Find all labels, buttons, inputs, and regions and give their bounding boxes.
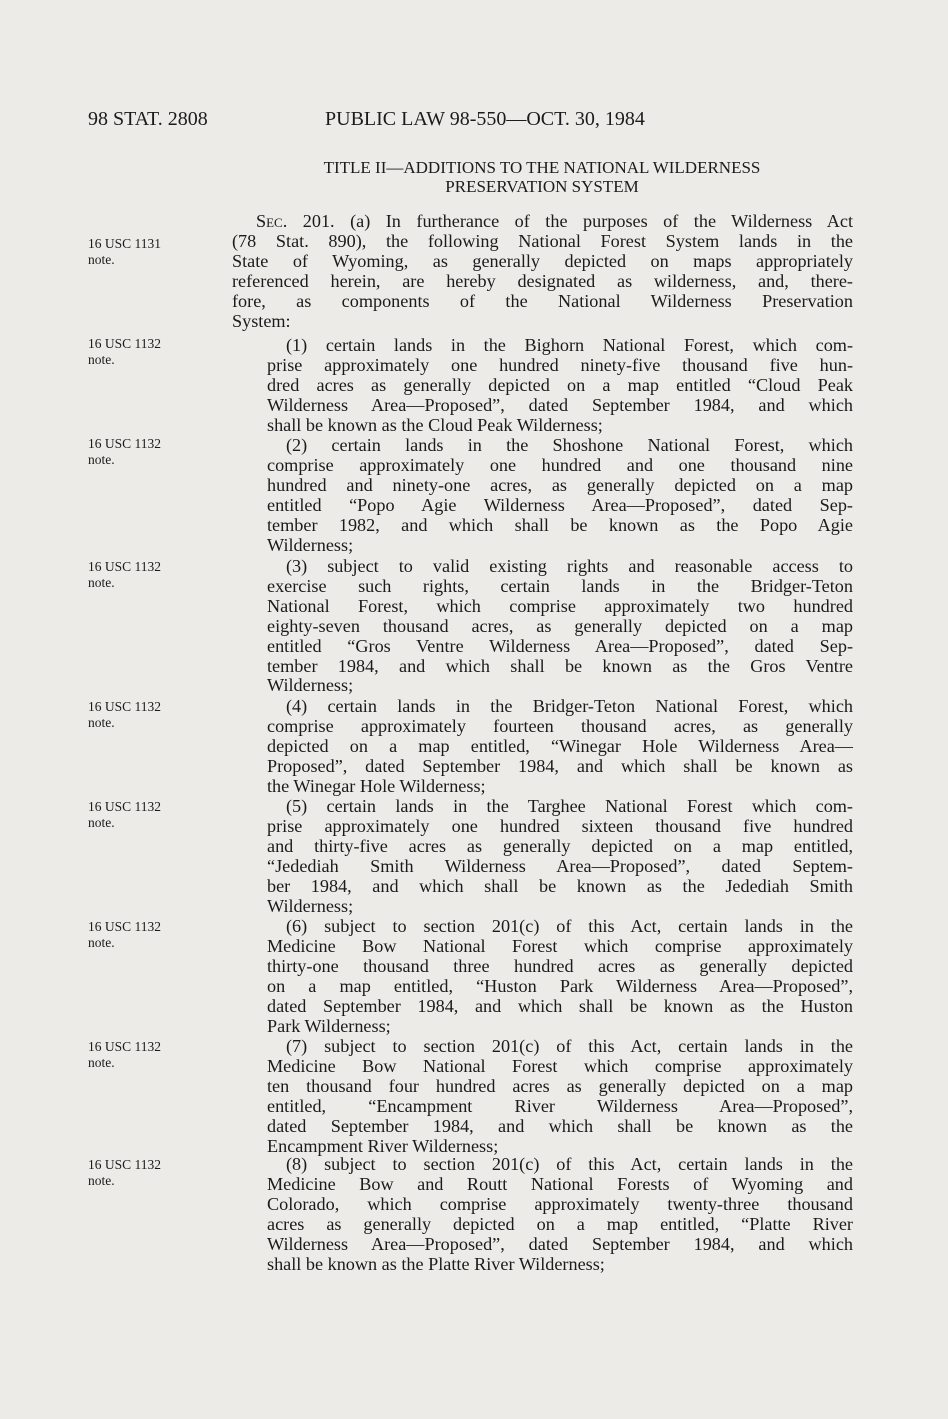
paragraph-7 xyxy=(267,1037,853,1156)
margin-note xyxy=(88,919,188,951)
text-line: “Jedediah Smith Wilderness Area—Proposed”, dated Septem- xyxy=(267,855,853,876)
paragraph-3 xyxy=(267,557,853,696)
text-line: (1) certain lands in the Bighorn National Forest, which com- xyxy=(286,335,853,355)
text-line: shall be known as the Platte River Wilderness; xyxy=(267,1253,605,1274)
note-suffix: note. xyxy=(88,935,115,950)
text-line: ber 1984, and which shall be known as the Jedediah Smith xyxy=(267,875,853,896)
text-line: Wilderness; xyxy=(267,534,354,555)
note-suffix: note. xyxy=(88,352,115,367)
note-cite: 16 USC 1132 xyxy=(88,799,162,814)
note-cite: 16 USC 1132 xyxy=(88,336,162,351)
text-line: Proposed”, dated September 1984, and which shall be known as xyxy=(267,755,853,776)
text-line: hundred and ninety-one acres, as generally depicted on a map xyxy=(267,474,853,495)
text-line: comprise approximately one hundred and one thousand nine xyxy=(267,454,853,475)
margin-note xyxy=(88,1039,188,1071)
note-suffix: note. xyxy=(88,715,115,730)
text-line: the Winegar Hole Wilderness; xyxy=(267,775,486,796)
margin-note xyxy=(88,236,188,268)
note-suffix: note. xyxy=(88,575,115,590)
text-line: Medicine Bow and Routt National Forests of Wyoming and xyxy=(267,1173,853,1194)
text-line: (7) subject to section 201(c) of this Act, certain lands in the xyxy=(286,1036,853,1056)
text-line: dred acres as generally depicted on a map entitled “Cloud Peak xyxy=(267,374,853,395)
text-line: comprise approximately fourteen thousand acres, as generally xyxy=(267,715,853,736)
text-line: prise approximately one hundred ninety-five thousand five hun- xyxy=(267,354,853,375)
note-suffix: note. xyxy=(88,815,115,830)
text-line: fore, as components of the National Wilderness Preservation xyxy=(232,290,853,311)
margin-note xyxy=(88,1157,188,1189)
text-line: Medicine Bow National Forest which comprise approximately xyxy=(267,1055,853,1076)
text-line: System: xyxy=(232,310,291,331)
note-cite: 16 USC 1132 xyxy=(88,559,162,574)
text-line: Colorado, which comprise approximately twenty-three thousand xyxy=(267,1193,853,1214)
title-heading xyxy=(232,158,852,196)
text-line: on a map entitled, “Huston Park Wilderness Area—Proposed”, xyxy=(267,975,853,996)
text-line: State of Wyoming, as generally depicted on maps appropriately xyxy=(232,250,853,271)
text-line: (2) certain lands in the Shoshone National Forest, which xyxy=(286,435,853,455)
line-text: 201. (a) In furtherance of the purposes of the Wilderness Act xyxy=(287,211,853,231)
text-line: Medicine Bow National Forest which comprise approximately xyxy=(267,935,853,956)
text-line: and thirty-five acres as generally depicted on a map entitled, xyxy=(267,835,853,856)
text-line: National Forest, which comprise approximately two hundred xyxy=(267,595,853,616)
text-line: (4) certain lands in the Bridger-Teton National Forest, which xyxy=(286,696,853,716)
paragraph-6 xyxy=(267,917,853,1036)
text-line: shall be known as the Cloud Peak Wilderness; xyxy=(267,414,603,435)
page-header xyxy=(88,108,853,138)
text-line: referenced herein, are hereby designated as wilderness, and, there- xyxy=(232,270,853,291)
text-line: dated September 1984, and which shall be known as the xyxy=(267,1115,853,1136)
text-line: tember 1984, and which shall be known as the Gros Ventre xyxy=(267,655,853,676)
text-line: eighty-seven thousand acres, as generally depicted on a map xyxy=(267,615,853,636)
text-line: Wilderness; xyxy=(267,675,354,696)
note-cite: 16 USC 1132 xyxy=(88,1157,162,1172)
margin-note xyxy=(88,436,188,468)
note-cite: 16 USC 1132 xyxy=(88,699,162,714)
text-line: (78 Stat. 890), the following National Forest System lands in the xyxy=(232,230,853,251)
margin-note xyxy=(88,336,188,368)
title-line: TITLE II—ADDITIONS TO THE NATIONAL WILDERNESS xyxy=(323,158,761,177)
paragraph-8 xyxy=(267,1155,853,1274)
text-line: depicted on a map entitled, “Winegar Hole Wilderness Area— xyxy=(267,735,853,756)
public-law-heading: PUBLIC LAW 98-550—OCT. 30, 1984 xyxy=(325,108,645,130)
text-line: (8) subject to section 201(c) of this Act, certain lands in the xyxy=(286,1154,853,1174)
title-line: PRESERVATION SYSTEM xyxy=(445,177,639,196)
margin-note xyxy=(88,699,188,731)
note-suffix: note. xyxy=(88,1055,115,1070)
text-line: Wilderness Area—Proposed”, dated September 1984, and which xyxy=(267,394,853,415)
sec-label: Sec. xyxy=(256,211,288,231)
text-line: Wilderness Area—Proposed”, dated September 1984, and which xyxy=(267,1233,853,1254)
text-line: prise approximately one hundred sixteen thousand five hundred xyxy=(267,815,853,836)
text-line xyxy=(232,212,853,232)
note-cite: 16 USC 1132 xyxy=(88,919,162,934)
text-line: (3) subject to valid existing rights and reasonable access to xyxy=(286,556,853,576)
text-line: ten thousand four hundred acres as generally depicted on a map xyxy=(267,1075,853,1096)
text-line: tember 1982, and which shall be known as the Popo Agie xyxy=(267,514,853,535)
text-line: entitled “Gros Ventre Wilderness Area—Proposed”, dated Sep- xyxy=(267,635,853,656)
text-line: Park Wilderness; xyxy=(267,1015,391,1036)
text-line: exercise such rights, certain lands in the Bridger-Teton xyxy=(267,575,853,596)
text-line: thirty-one thousand three hundred acres as generally depicted xyxy=(267,955,853,976)
note-suffix: note. xyxy=(88,252,115,267)
margin-note xyxy=(88,559,188,591)
note-suffix: note. xyxy=(88,1173,115,1188)
note-cite: 16 USC 1132 xyxy=(88,1039,162,1054)
section-201-intro xyxy=(232,212,853,331)
paragraph-2 xyxy=(267,436,853,555)
text-line: entitled, “Encampment River Wilderness Area—Proposed”, xyxy=(267,1095,853,1116)
note-cite: 16 USC 1132 xyxy=(88,436,162,451)
text-line: (5) certain lands in the Targhee National Forest which com- xyxy=(286,796,853,816)
margin-note xyxy=(88,799,188,831)
paragraph-5 xyxy=(267,797,853,916)
text-line: Wilderness; xyxy=(267,895,354,916)
stat-citation: 98 STAT. 2808 xyxy=(88,108,208,130)
note-cite: 16 USC 1131 xyxy=(88,236,162,251)
paragraph-1 xyxy=(267,336,853,436)
text-line: entitled “Popo Agie Wilderness Area—Proposed”, dated Sep- xyxy=(267,494,853,515)
text-line: (6) subject to section 201(c) of this Act, certain lands in the xyxy=(286,916,853,936)
note-suffix: note. xyxy=(88,452,115,467)
text-line: Encampment River Wilderness; xyxy=(267,1135,499,1156)
text-line: dated September 1984, and which shall be known as the Huston xyxy=(267,995,853,1016)
text-line: acres as generally depicted on a map entitled, “Platte River xyxy=(267,1213,853,1234)
paragraph-4 xyxy=(267,697,853,797)
